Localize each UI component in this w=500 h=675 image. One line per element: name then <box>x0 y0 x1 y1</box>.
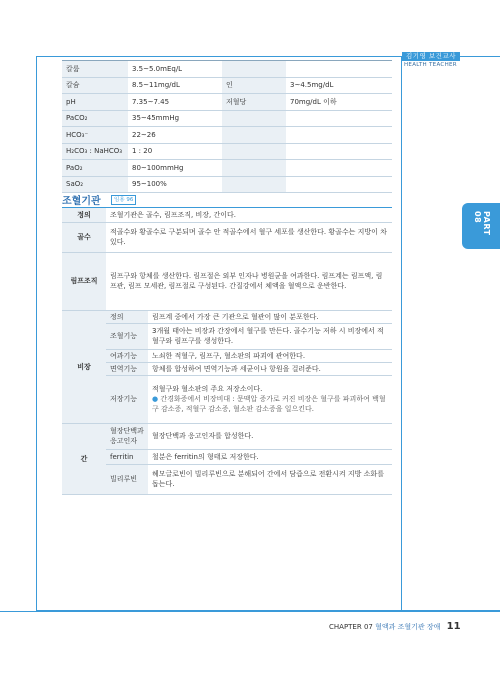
chapter-label: CHAPTER 07 <box>329 623 373 631</box>
lab-value <box>286 61 392 78</box>
table-row <box>62 127 392 144</box>
lab-values-table <box>62 60 392 193</box>
lab-label: SaO₂ <box>62 176 128 193</box>
page-number: 11 <box>446 621 461 632</box>
lab-value: 70mg/dL 이하 <box>286 94 392 111</box>
lab-value <box>286 176 392 193</box>
organ-description: 조혈기관은 골수, 림프조직, 비장, 간이다. <box>106 208 392 222</box>
part-tab[interactable] <box>462 203 500 249</box>
function-label: 빌리루빈 <box>106 464 148 494</box>
lab-label <box>222 160 286 177</box>
table-row <box>62 252 392 310</box>
lab-label: 저혈당 <box>222 94 286 111</box>
lab-value <box>286 143 392 160</box>
table-row <box>62 176 392 193</box>
lab-value: 1 : 20 <box>128 143 222 160</box>
table-row <box>62 77 392 94</box>
lab-value <box>286 160 392 177</box>
lab-label: PaCO₂ <box>62 110 128 127</box>
function-description: 노쇠한 적혈구, 림프구, 혈소판의 파괴에 관여한다. <box>148 349 392 362</box>
header-subtitle: HEALTH TEACHER <box>404 62 457 68</box>
organ-description: 적골수와 황골수로 구분되며 골수 안 적골수에서 혈구 세포를 생산한다. 황골수는 지방이 차 있다. <box>106 222 392 252</box>
function-description: 3개월 태아는 비장과 간장에서 혈구를 만든다. 골수기능 저하 시 비장에서 적혈구와 림프구를 생성한다. <box>148 323 392 349</box>
lab-label <box>222 61 286 78</box>
function-label: 저장기능 <box>106 375 148 423</box>
function-text: 적혈구와 혈소판의 주요 저장소이다. <box>152 385 263 393</box>
lab-value: 22~26 <box>128 127 222 144</box>
organ-label: 정의 <box>62 208 106 222</box>
bullet-icon: ● <box>152 395 159 403</box>
chapter-title: 혈액과 조혈기관 장애 <box>375 623 441 631</box>
table-row <box>62 94 392 111</box>
table-row <box>62 310 392 323</box>
table-row <box>62 349 392 362</box>
part-tab-label: PART 08 <box>473 211 491 236</box>
clinical-note <box>152 394 388 414</box>
lab-label <box>222 110 286 127</box>
table-row <box>62 449 392 464</box>
function-label: 여과기능 <box>106 349 148 362</box>
table-row <box>62 362 392 375</box>
lab-value <box>286 127 392 144</box>
function-label: ferritin <box>106 449 148 464</box>
table-row <box>62 61 392 78</box>
lab-label: pH <box>62 94 128 111</box>
table-row <box>62 208 392 222</box>
lab-label: H₂CO₃ : NaHCO₃ <box>62 143 128 160</box>
lab-value: 3.5~5.0mEq/L <box>128 61 222 78</box>
lab-value: 7.35~7.45 <box>128 94 222 111</box>
table-row <box>62 464 392 494</box>
table-row <box>62 423 392 449</box>
organ-description: 림프구와 항체를 생산한다. 림프절은 외부 인자나 병원균을 여과한다. 림프계는 림프액, 림프관, 림프 모세관, 림프절로 구성된다. 간질강에서 체액을 혈액으로 운반한다. <box>106 252 392 310</box>
page-footer <box>329 621 461 632</box>
lab-value: 3~4.5mg/dL <box>286 77 392 94</box>
lab-value: 95~100% <box>128 176 222 193</box>
lab-label: 칼슘 <box>62 77 128 94</box>
exam-badge: 임용 96 <box>111 195 136 205</box>
table-row <box>62 143 392 160</box>
lab-label: HCO₃⁻ <box>62 127 128 144</box>
function-description: 혈장단백과 응고인자를 합성한다. <box>148 423 392 449</box>
lab-value: 35~45mmHg <box>128 110 222 127</box>
footer-rule <box>0 611 500 612</box>
table-row <box>62 110 392 127</box>
function-label: 혈장단백과 응고인자 <box>106 423 148 449</box>
organ-label: 골수 <box>62 222 106 252</box>
function-label: 정의 <box>106 310 148 323</box>
lab-label: 칼륨 <box>62 61 128 78</box>
section-title: 조혈기관 <box>62 196 101 207</box>
function-description <box>148 375 392 423</box>
lab-label <box>222 143 286 160</box>
lab-value: 8.5~11mg/dL <box>128 77 222 94</box>
function-description: 림프계 중에서 가장 큰 기관으로 혈관이 많이 분포한다. <box>148 310 392 323</box>
table-row <box>62 160 392 177</box>
lab-label: 인 <box>222 77 286 94</box>
table-row <box>62 222 392 252</box>
function-label: 조혈기능 <box>106 323 148 349</box>
function-description: 항체를 합성하여 면역기능과 세균이나 항원을 걸러준다. <box>148 362 392 375</box>
function-description: 헤모글로빈이 빌리루빈으로 분해되어 간에서 담즙으로 전환시켜 지방 소화를 돕는다. <box>148 464 392 494</box>
lab-label <box>222 127 286 144</box>
note-text: 간경화증에서 비장비대 : 문맥압 증가로 커진 비장은 혈구를 파괴하여 백혈구 감소증, 적혈구 감소증, 혈소판 감소증을 일으킨다. <box>152 395 386 413</box>
header-badge: 김기영 보건교사 <box>402 52 460 61</box>
lab-label <box>222 176 286 193</box>
function-label: 면역기능 <box>106 362 148 375</box>
organ-label: 림프조직 <box>62 252 106 310</box>
function-description: 철분은 ferritin의 형태로 저장한다. <box>148 449 392 464</box>
lab-label: PaO₂ <box>62 160 128 177</box>
tab-strip <box>401 56 402 611</box>
lab-value: 80~100mmHg <box>128 160 222 177</box>
organ-label: 비장 <box>62 310 106 423</box>
table-row <box>62 375 392 423</box>
organ-label: 간 <box>62 423 106 494</box>
table-row <box>62 323 392 349</box>
lab-value <box>286 110 392 127</box>
hematopoietic-organs-table <box>62 208 392 495</box>
